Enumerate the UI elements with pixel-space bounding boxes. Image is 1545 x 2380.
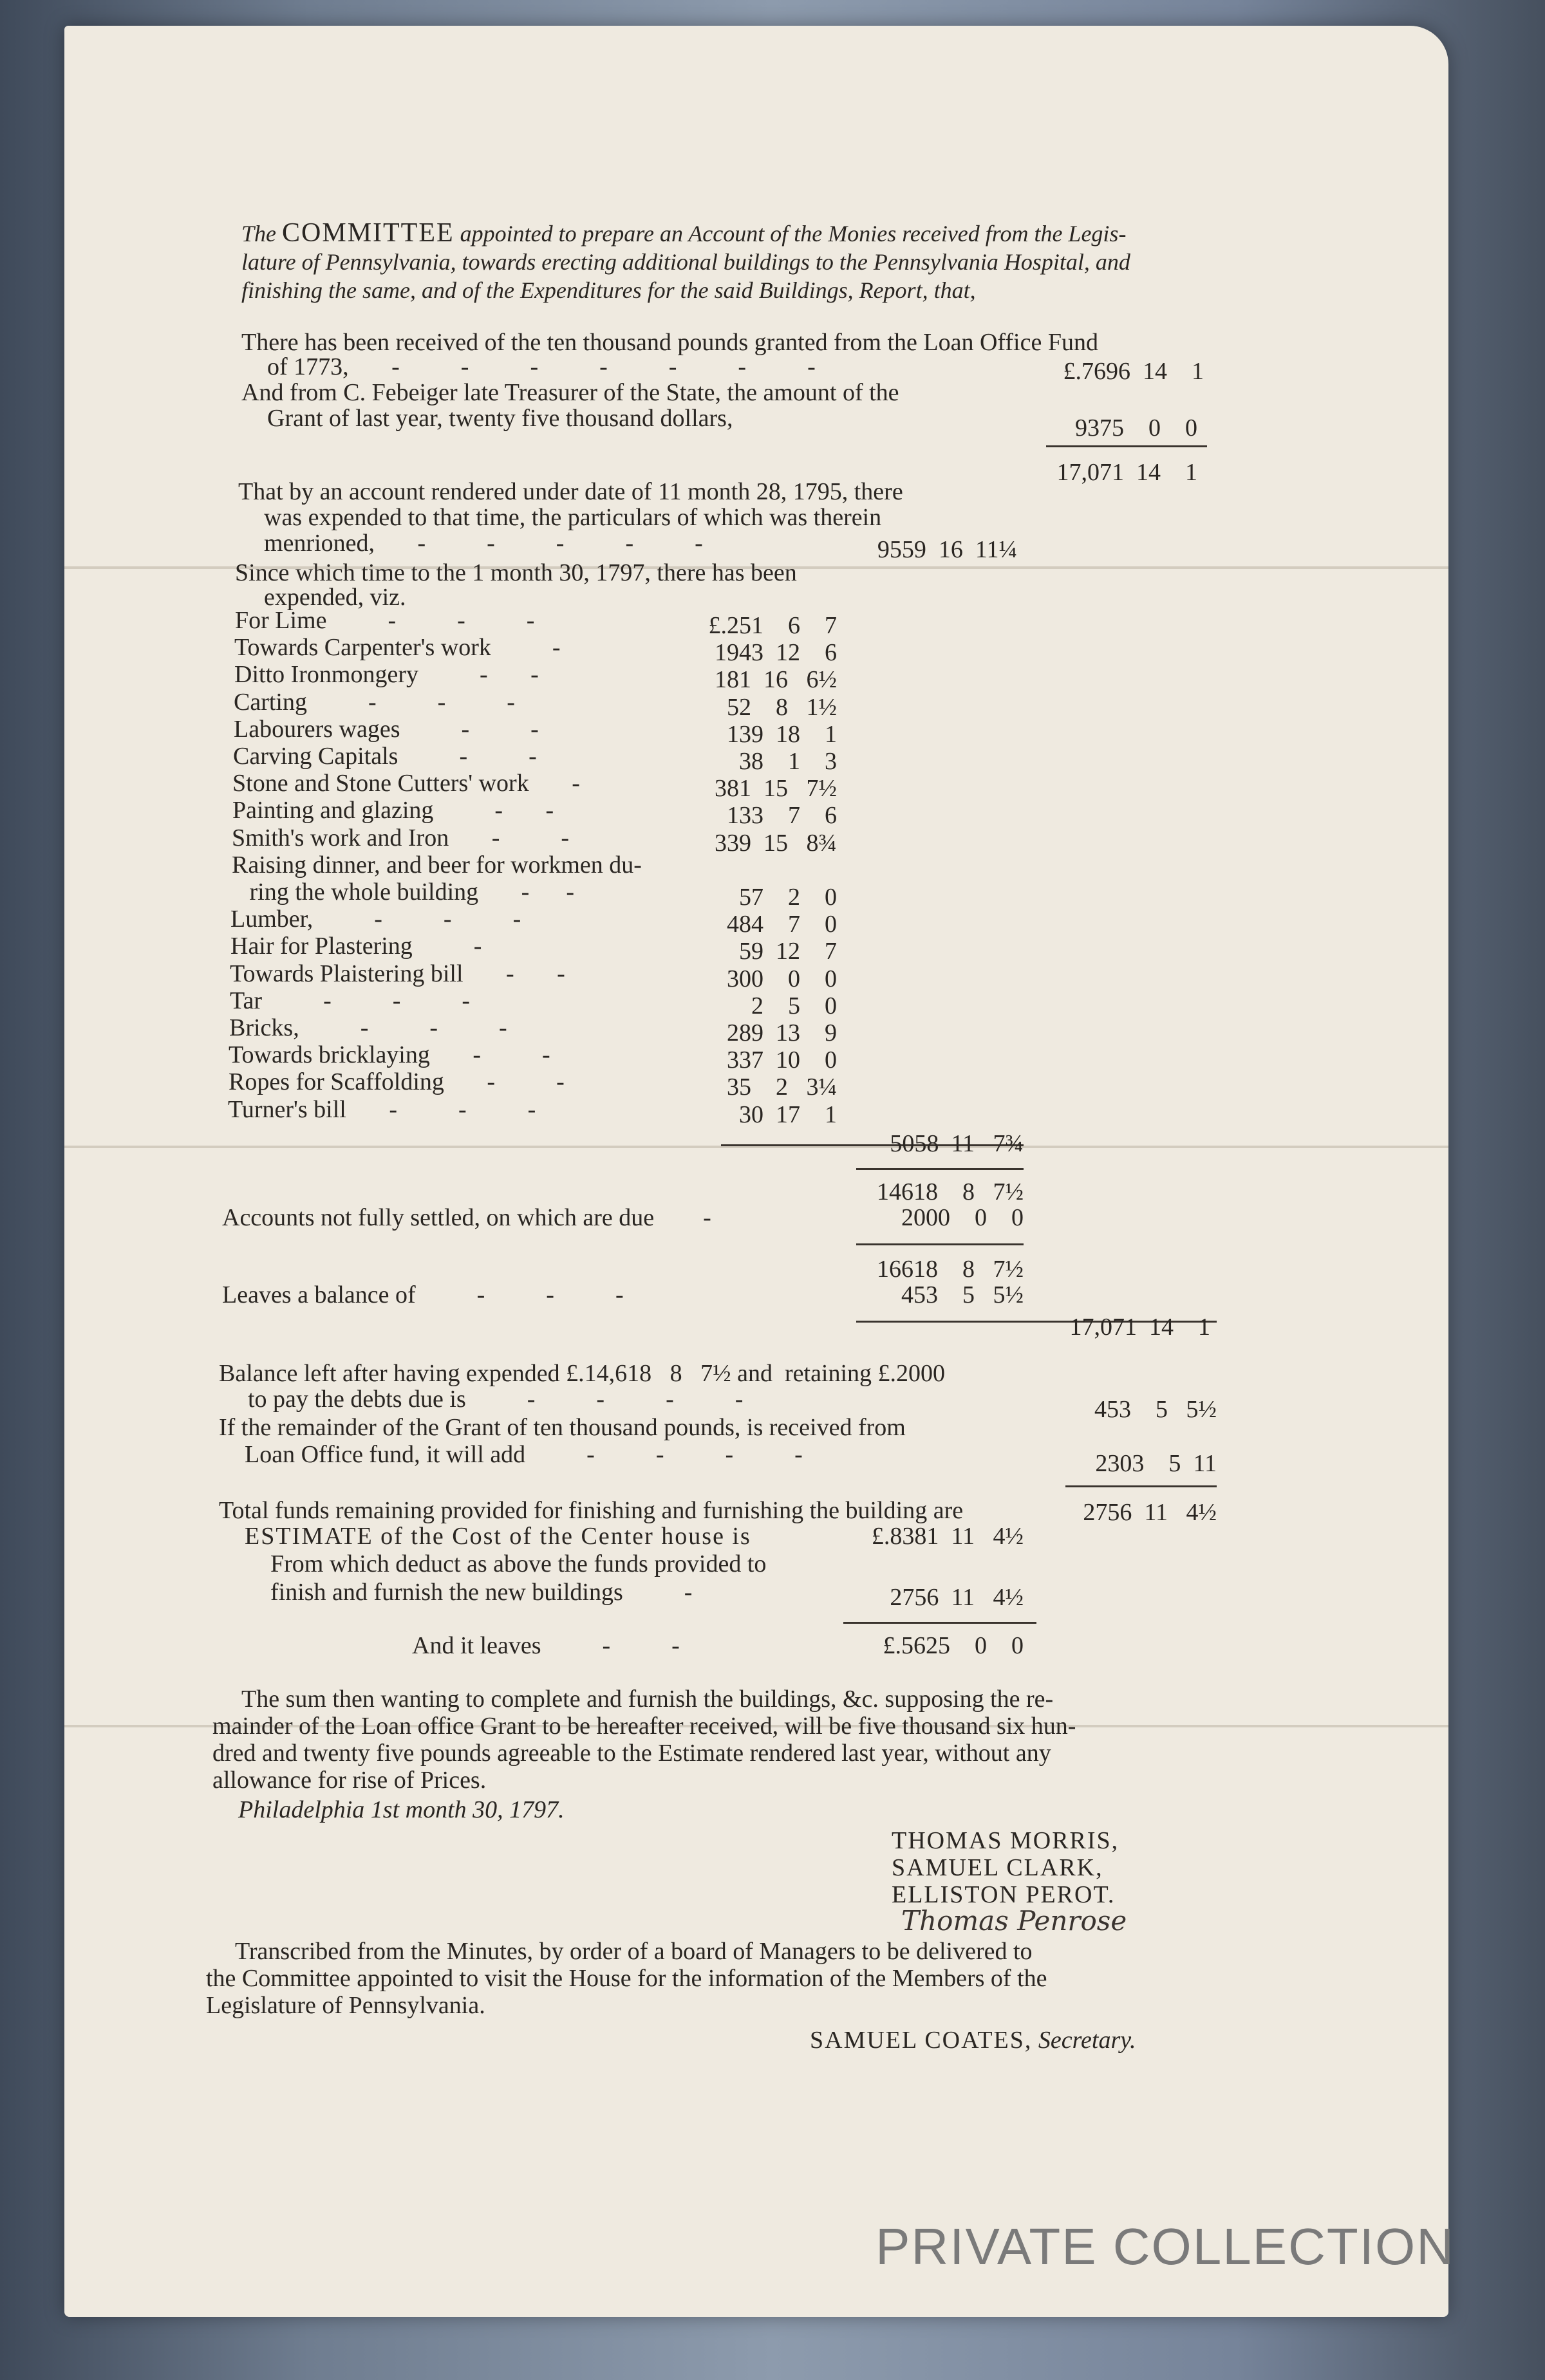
item-value: 30 17 1 bbox=[739, 1101, 837, 1128]
item-value: 139 18 1 bbox=[727, 721, 837, 748]
balance-line2: to pay the debts due is - - - - bbox=[248, 1386, 744, 1413]
item-value: 337 10 0 bbox=[727, 1046, 837, 1074]
receipts-line1: There has been received of the ten thousand pounds granted from the Loan Office Fund bbox=[241, 329, 1098, 356]
item-value: 289 13 9 bbox=[727, 1019, 837, 1046]
not-settled-label: Accounts not fully settled, on which are due - bbox=[222, 1204, 711, 1231]
heading-line3: finishing the same, and of the Expenditures for the said Buildings, Report, that, bbox=[241, 277, 976, 303]
expended-line4: Since which time to the 1 month 30, 1797, there has been bbox=[235, 559, 797, 586]
dateline: Philadelphia 1st month 30, 1797. bbox=[238, 1796, 565, 1823]
sum1: 14618 8 7½ bbox=[877, 1178, 1024, 1205]
sum-rule bbox=[843, 1622, 1036, 1624]
sum-rule bbox=[1065, 1485, 1217, 1487]
balance-label: Leaves a balance of - - - bbox=[222, 1281, 624, 1308]
conclusion-line4: allowance for rise of Prices. bbox=[212, 1767, 487, 1794]
not-settled-amount: 2000 0 0 bbox=[901, 1204, 1024, 1231]
leaves-line: And it leaves - - bbox=[412, 1632, 680, 1659]
heading-line2: lature of Pennsylvania, towards erecting additional buildings to the Pennsylvania Hospital, and bbox=[241, 249, 1130, 275]
sum-rule bbox=[856, 1168, 1024, 1170]
secretary-title: Secretary. bbox=[1032, 2027, 1136, 2054]
item-value: 300 0 0 bbox=[727, 965, 837, 992]
heading-lead: The bbox=[241, 221, 282, 246]
expended-line5: expended, viz. bbox=[264, 584, 406, 611]
item-value: 57 2 0 bbox=[739, 884, 837, 911]
item-label: For Lime - - - bbox=[235, 607, 535, 634]
item-label: Bricks, - - - bbox=[229, 1014, 507, 1041]
transcription-line2: the Committee appointed to visit the House for the information of the Members of the bbox=[206, 1965, 1047, 1992]
item-label: Ropes for Scaffolding - - bbox=[229, 1068, 565, 1095]
signatory-2: SAMUEL CLARK, bbox=[892, 1854, 1103, 1881]
deduct-line1: From which deduct as above the funds provided to bbox=[270, 1550, 767, 1577]
secretary-signoff bbox=[810, 2026, 1136, 2054]
heading-committee: COMMITTEE bbox=[282, 218, 454, 248]
item-value: 133 7 6 bbox=[727, 802, 837, 829]
balance-amount3: 2756 11 4½ bbox=[1083, 1499, 1217, 1526]
transcription-line3: Legislature of Pennsylvania. bbox=[206, 1992, 485, 2019]
expended-line3: menrioned, - - - - - bbox=[264, 530, 703, 557]
item-label: Hair for Plastering - bbox=[230, 933, 482, 960]
balance-amount: 453 5 5½ bbox=[901, 1281, 1024, 1308]
item-label: Tar - - - bbox=[230, 987, 471, 1014]
item-value: 381 15 7½ bbox=[715, 775, 837, 802]
expended-amount: 9559 16 11¼ bbox=[877, 536, 1017, 563]
balance-line5: Total funds remaining provided for finishing and furnishing the building are bbox=[219, 1497, 964, 1524]
receipts-line3: And from C. Febeiger late Treasurer of the State, the amount of the bbox=[241, 379, 899, 406]
item-value: £.251 6 7 bbox=[708, 612, 837, 639]
estimate-amount: £.8381 11 4½ bbox=[871, 1523, 1024, 1550]
receipts-line4: Grant of last year, twenty five thousand dollars, bbox=[267, 405, 733, 432]
watermark: PRIVATE COLLECTION bbox=[876, 2218, 1455, 2275]
item-label: Lumber, - - - bbox=[230, 906, 521, 933]
item-value: 52 8 1½ bbox=[727, 694, 837, 721]
item-label: Raising dinner, and beer for workmen du- bbox=[232, 851, 642, 879]
heading-line1: appointed to prepare an Account of the Monies received from the Legis- bbox=[454, 221, 1127, 246]
item-label: Smith's work and Iron - - bbox=[232, 824, 570, 851]
item-value: 484 7 0 bbox=[727, 911, 837, 938]
item-value: 35 2 3¼ bbox=[727, 1074, 837, 1101]
sum-rule bbox=[1046, 445, 1207, 447]
report-heading bbox=[241, 219, 1220, 304]
grand-total: 17,071 14 1 bbox=[1069, 1314, 1210, 1341]
transcription-line1: Transcribed from the Minutes, by order of a board of Managers to be delivered to bbox=[235, 1938, 1033, 1965]
item-label: Towards Plaistering bill - - bbox=[230, 960, 565, 987]
conclusion-line2: mainder of the Loan office Grant to be hereafter received, will be five thousand six hun- bbox=[212, 1713, 1076, 1740]
item-label: Stone and Stone Cutters' work - bbox=[232, 770, 580, 797]
item-label: Painting and glazing - - bbox=[232, 797, 554, 824]
item-label: Ditto Ironmongery - - bbox=[234, 661, 539, 688]
item-label: ring the whole building - - bbox=[231, 879, 574, 906]
deduct-line2: finish and furnish the new buildings - bbox=[270, 1579, 693, 1606]
leaves-amount: £.5625 0 0 bbox=[883, 1632, 1024, 1659]
item-label: Towards Carpenter's work - bbox=[234, 634, 561, 661]
sum-rule bbox=[856, 1243, 1024, 1245]
item-value: 2 5 0 bbox=[751, 992, 837, 1019]
conclusion-line1: The sum then wanting to complete and furnish the buildings, &c. supposing the re- bbox=[241, 1686, 1054, 1713]
item-label: Carting - - - bbox=[234, 689, 515, 716]
balance-amount2: 2303 5 11 bbox=[1095, 1450, 1217, 1477]
item-label: Towards bricklaying - - bbox=[229, 1041, 550, 1068]
balance-line1: Balance left after having expended £.14,618 8 7½ and retaining £.2000 bbox=[219, 1360, 946, 1387]
item-value: 181 16 6½ bbox=[715, 666, 837, 693]
item-value: 59 12 7 bbox=[739, 938, 837, 965]
item-value: 339 15 8¾ bbox=[715, 830, 837, 857]
deduct-amount: 2756 11 4½ bbox=[890, 1584, 1024, 1611]
receipts-amount1: £.7696 14 1 bbox=[1063, 358, 1204, 385]
item-value: 38 1 3 bbox=[739, 748, 837, 775]
item-label: Carving Capitals - - bbox=[233, 743, 537, 770]
balance-line3: If the remainder of the Grant of ten thousand pounds, is received from bbox=[219, 1414, 906, 1441]
item-value: 1943 12 6 bbox=[715, 639, 837, 666]
estimate-line: ESTIMATE of the Cost of the Center house is bbox=[245, 1523, 751, 1550]
receipts-line2: of 1773, - - - - - - - bbox=[267, 353, 816, 380]
balance-amount1: 453 5 5½ bbox=[1094, 1396, 1217, 1423]
secretary-name: SAMUEL COATES, bbox=[810, 2027, 1033, 2054]
balance-line4: Loan Office fund, it will add - - - - bbox=[245, 1441, 803, 1468]
items-total: 5058 11 7¾ bbox=[890, 1130, 1024, 1157]
expended-line1: That by an account rendered under date of 11 month 28, 1795, there bbox=[238, 478, 903, 505]
sum2: 16618 8 7½ bbox=[877, 1256, 1024, 1283]
item-label: Labourers wages - - bbox=[234, 716, 539, 743]
signatory-1: THOMAS MORRIS, bbox=[892, 1827, 1119, 1854]
item-label: Turner's bill - - - bbox=[228, 1096, 536, 1123]
receipts-amount2: 9375 0 0 bbox=[1075, 414, 1197, 442]
expended-line2: was expended to that time, the particulars of which was therein bbox=[264, 504, 882, 531]
receipts-total: 17,071 14 1 bbox=[1056, 459, 1197, 486]
signatory-3: ELLISTON PEROT. bbox=[892, 1881, 1116, 1908]
handwritten-signature: Thomas Penrose bbox=[901, 1905, 1127, 1937]
conclusion-line3: dred and twenty five pounds agreeable to the Estimate rendered last year, without any bbox=[212, 1740, 1051, 1767]
